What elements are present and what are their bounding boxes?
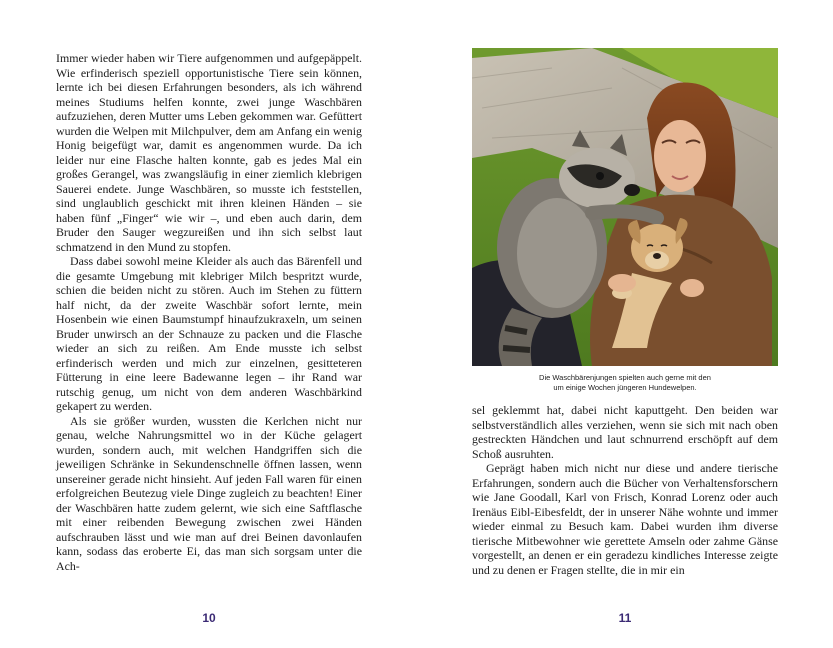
left-page-text [56,51,362,573]
page-number-right: 11 [618,611,632,625]
paragraph: sel geklemmt hat, dabei nicht kaputtgeht. Den beiden war selbstverständlich alles verziehen, wenn sie sich mit nach oben gestreckten Händchen und laut schnurrend erschöpft auf dem Schoß ausruhten. [472,403,778,461]
paragraph: Als sie größer wurden, wussten die Kerlchen nicht nur genau, welche Nahrungsmittel wo in der Küche gelagert wurden, sondern auch, mit welchen Handgriffen sich die jeweiligen Schränke in Sekundenschnelle öffnen lassen, wenn unsereiner gerade nicht hinsieht. Auf jeden Fall waren für einen erfolgreichen Beutezug viele Dinge zugleich zu beachten! Einer der Waschbären hatte zudem gelernt, wie sich eine Saftflasche mit einer reibenden Bewegung zwischen zwei Händen aufschrauben lässt und wie man auf drei Beinen davonlaufen kann, sodass das eroberte Ei, das man sich sorgsam unter die Ach- [56,413,362,573]
photo-raccoon-woman-puppy [472,48,778,366]
photo-caption [472,373,778,392]
caption-line: um einige Wochen jüngeren Hundewelpen. [553,382,697,392]
paragraph: Immer wieder haben wir Tiere aufgenommen und aufgepäppelt. Wie erfinderisch speziell opportunistische Tiere sein können, lernte ich bei diesen Erfahrungen besonders, als ich während meines Studiums helfen konnte, zwei junge Waschbären aufzuziehen, deren Mutter ums Leben gekommen war. Gefüttert wurden die Welpen mit Milchpulver, dem am Anfang ein wenig Honig beigefügt war, damit es angenommen wurde. Da ich leider nur eine Flasche halten konnte, gab es jedes Mal ein großes Gerangel, was zwangsläufig in einer ziemlich klebrigen Sauerei endete. Junge Waschbären, so musste ich feststellen, sind unglaublich geschickt mit ihren kleinen Händen – sie haben fünf „Finger“ wie wir –, und eben auch darin, dem Bruder den Sauger wegzureißen und ihn sich selbst laut schmatzend in den Mund zu stopfen. [56,51,362,254]
page-number-left: 10 [202,611,216,625]
paragraph: Geprägt haben mich nicht nur diese und andere tierische Erfahrungen, sondern auch die Bücher von Verhaltensforschern wie Jane Goodall, Karl von Frisch, Konrad Lorenz oder auch Irenäus Eibl-Eibesfeldt, der in unserer Nähe wohnte und immer wieder einmal zu Besuch kam. Dabei wurden ihm diverse tierische Mitbewohner wie gerettete Amseln oder zahme Gänse vorgestellt, an denen er ein geradezu kindliches Interesse zeigte und zu denen er Fragen stellte, die in mir ein [472,461,778,577]
paragraph: Dass dabei sowohl meine Kleider als auch das Bärenfell und die gesamte Umgebung mit klebriger Milch bespritzt wurde, schien die beiden nicht zu stören. Auch im Stehen zu füttern half nicht, da der zweite Waschbär sofort lernte, mein Hosenbein wie einen Baumstumpf hinaufzukraxeln, um seinen Bruder unwirsch an der Schnauze zu packen und die Flasche wieder an sich zu reißen. Am Ende musste ich selbst erfinderisch werden und mich zur einzelnen, gesitteteren Fütterung in eine leere Badewanne legen – ihr Rand war rutschig genug, um nicht von dem anderen Waschbärkind gekapert zu werden. [56,254,362,413]
right-page-text [472,403,778,577]
caption-line: Die Waschbärenjungen spielten auch gerne mit den [539,373,711,382]
